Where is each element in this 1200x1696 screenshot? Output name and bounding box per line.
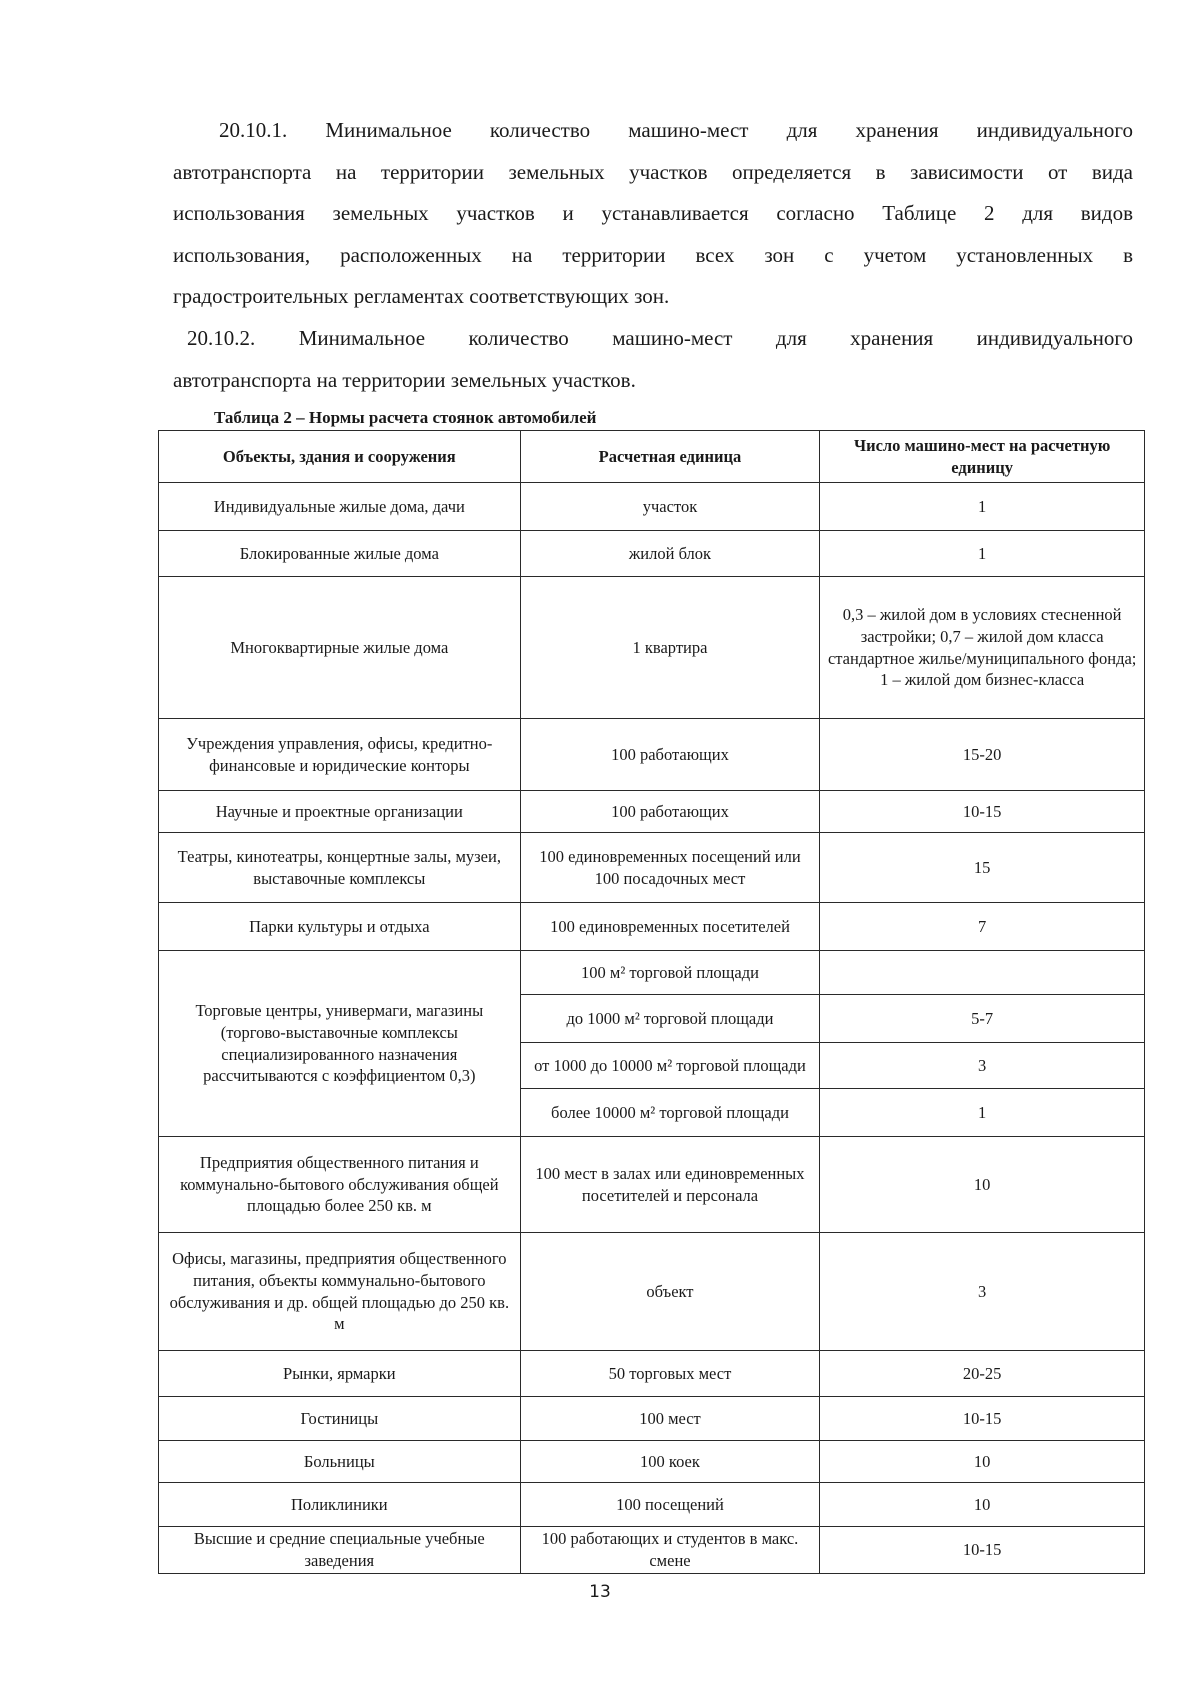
paragraph-line: градостроительных регламентах соответствующих зон. (173, 284, 670, 308)
table-row (159, 833, 1145, 903)
cell-unit: 100 мест (520, 1397, 820, 1441)
cell-object: Учреждения управления, офисы, кредитно-финансовые и юридические конторы (159, 719, 521, 791)
cell-count: 10 (820, 1441, 1145, 1483)
cell-count: 1 (820, 531, 1145, 577)
cell-object: Предприятия общественного питания и коммунально-бытового обслуживания общей площадью более 250 кв. м (159, 1137, 521, 1233)
table-row (159, 1233, 1145, 1351)
cell-unit: 100 единовременных посещений или 100 посадочных мест (520, 833, 820, 903)
cell-count: 10-15 (820, 1527, 1145, 1574)
cell-count: 3 (820, 1043, 1145, 1089)
paragraph-line: использования земельных участков и устанавливается согласно Таблице 2 для видов (173, 201, 1133, 225)
cell-unit: 100 работающих (520, 791, 820, 833)
cell-unit: участок (520, 483, 820, 531)
cell-object: Офисы, магазины, предприятия общественного питания, объекты коммунально-бытового обслуживания и др. общей площадью до 250 кв. м (159, 1233, 521, 1351)
table-row (159, 531, 1145, 577)
cell-unit: 100 работающих (520, 719, 820, 791)
cell-object: Театры, кинотеатры, концертные залы, музеи, выставочные комплексы (159, 833, 521, 903)
cell-object: Индивидуальные жилые дома, дачи (159, 483, 521, 531)
table-caption: Таблица 2 – Нормы расчета стоянок автомобилей (214, 408, 597, 427)
header-object: Объекты, здания и сооружения (159, 431, 521, 483)
parking-norms-table (158, 430, 1145, 1574)
cell-object: Рынки, ярмарки (159, 1351, 521, 1397)
cell-count (820, 951, 1145, 995)
cell-unit: 100 коек (520, 1441, 820, 1483)
cell-unit: 100 работающих и студентов в макс. смене (520, 1527, 820, 1574)
paragraph-line: 20.10.2. Минимальное количество машино-мест для хранения индивидуального (187, 326, 1133, 350)
cell-object: Многоквартирные жилые дома (159, 577, 521, 719)
cell-count: 5-7 (820, 995, 1145, 1043)
cell-count: 7 (820, 903, 1145, 951)
paragraph-20-10-1 (173, 110, 1133, 318)
cell-object: Блокированные жилые дома (159, 531, 521, 577)
cell-count: 15-20 (820, 719, 1145, 791)
header-count: Число машино-мест на расчетную единицу (820, 431, 1145, 483)
page-number: 13 (589, 1582, 611, 1602)
table-row (159, 1483, 1145, 1527)
table-row (159, 1351, 1145, 1397)
paragraph-line: автотранспорта на территории земельных участков. (173, 367, 636, 392)
cell-unit: 50 торговых мест (520, 1351, 820, 1397)
cell-count: 1 (820, 1089, 1145, 1137)
cell-count: 10 (820, 1483, 1145, 1527)
cell-unit: жилой блок (520, 531, 820, 577)
cell-unit: 100 мест в залах или единовременных посетителей и персонала (520, 1137, 820, 1233)
cell-unit: от 1000 до 10000 м² торговой площади (520, 1043, 820, 1089)
cell-object: Гостиницы (159, 1397, 521, 1441)
cell-object: Парки культуры и отдыха (159, 903, 521, 951)
cell-unit: 100 посещений (520, 1483, 820, 1527)
cell-count: 20-25 (820, 1351, 1145, 1397)
table-row (159, 903, 1145, 951)
paragraph-line: автотранспорта на территории земельных участков определяется в зависимости от вида (173, 159, 1133, 184)
table-row (159, 483, 1145, 531)
table-row (159, 1441, 1145, 1483)
table-header-row (159, 431, 1145, 483)
table-row (159, 1397, 1145, 1441)
table-row (159, 1137, 1145, 1233)
cell-object: Научные и проектные организации (159, 791, 521, 833)
cell-unit: 100 единовременных посетителей (520, 903, 820, 951)
table-row (159, 1527, 1145, 1574)
table-row (159, 791, 1145, 833)
cell-count: 10-15 (820, 1397, 1145, 1441)
cell-unit: 100 м² торговой площади (520, 951, 820, 995)
cell-unit: объект (520, 1233, 820, 1351)
cell-object: Поликлиники (159, 1483, 521, 1527)
paragraph-20-10-2 (173, 318, 1133, 401)
cell-unit: до 1000 м² торговой площади (520, 995, 820, 1043)
cell-object: Больницы (159, 1441, 521, 1483)
cell-object-trade: Торговые центры, универмаги, магазины (торгово-выставочные комплексы специализированного назначения рассчитываются с коэффициентом 0,3) (159, 951, 521, 1137)
paragraph-line: использования, расположенных на территории всех зон с учетом установленных в (173, 242, 1133, 267)
table-row (159, 951, 1145, 995)
cell-count: 3 (820, 1233, 1145, 1351)
cell-object: Высшие и средние специальные учебные заведения (159, 1527, 521, 1574)
cell-count: 0,3 – жилой дом в условиях стесненной застройки; 0,7 – жилой дом класса стандартное жилье/муниципального фонда; 1 – жилой дом бизнес-класса (820, 577, 1145, 719)
header-unit: Расчетная единица (520, 431, 820, 483)
cell-count: 1 (820, 483, 1145, 531)
cell-unit: более 10000 м² торговой площади (520, 1089, 820, 1137)
table-row (159, 719, 1145, 791)
cell-unit: 1 квартира (520, 577, 820, 719)
cell-count: 10 (820, 1137, 1145, 1233)
cell-count: 10-15 (820, 791, 1145, 833)
paragraph-line: 20.10.1. Минимальное количество машино-мест для хранения индивидуального (219, 118, 1133, 142)
table-row (159, 577, 1145, 719)
cell-count: 15 (820, 833, 1145, 903)
